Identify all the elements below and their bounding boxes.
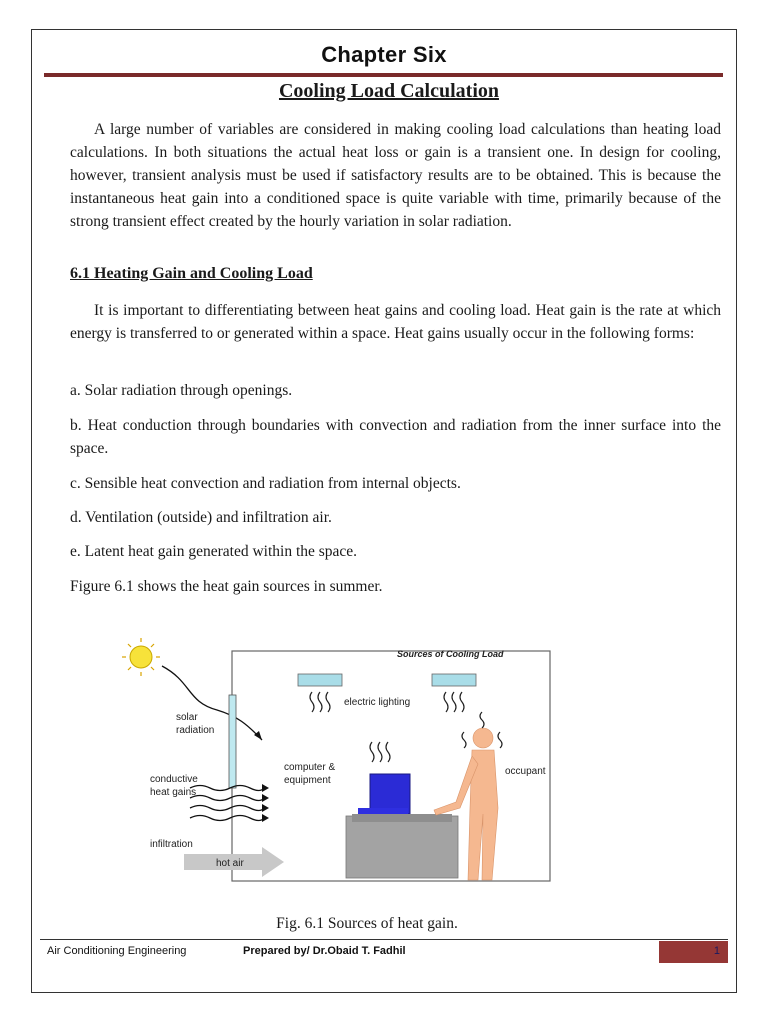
figure-reference: Figure 6.1 shows the heat gain sources in summer.	[70, 578, 383, 595]
list-item: e. Latent heat gain generated within the space.	[70, 543, 358, 560]
label-hot-air: hot air	[216, 858, 244, 869]
footer-course: Air Conditioning Engineering	[47, 945, 187, 957]
footer-rule	[40, 939, 728, 940]
section-paragraph: It is important to differentiating between heat gains and cooling load. Heat gain is the rate at which energy is transferred to or generated within a space. Heat gains usually occur in the following forms:	[70, 302, 721, 342]
list-item: a. Solar radiation through openings.	[70, 382, 293, 399]
label-occupant: occupant	[505, 766, 546, 777]
heat-waves-icon	[370, 742, 390, 762]
label-radiation: radiation	[176, 725, 215, 736]
list-item: d. Ventilation (outside) and infiltration air.	[70, 509, 332, 526]
list-item: c. Sensible heat convection and radiation from internal objects.	[70, 475, 461, 492]
label-equipment: equipment	[284, 775, 331, 786]
label-electric-lighting: electric lighting	[344, 697, 411, 708]
light-fixture	[432, 674, 476, 686]
intro-paragraph: A large number of variables are considered in making cooling load calculations than heating load calculations. In both situations the actual heat loss or gain is a transient one. In design for cooling, however, transient analysis must be used if satisfactory results are to be obtained. This is because the instantaneous heat gain into a conditioned space is quite variable with time, primarily because of the strong transient effect created by the hourly variation in solar radiation.	[70, 121, 721, 230]
label-conductive: conductive	[150, 774, 198, 785]
window	[229, 695, 236, 788]
page-number: 1	[713, 945, 720, 957]
cooling-load-figure	[122, 632, 556, 887]
section-heading: 6.1 Heating Gain and Cooling Load	[70, 265, 313, 282]
list-item: b. Heat conduction through boundaries with convection and radiation from the inner surface into the space.	[70, 417, 721, 457]
title-rule	[44, 73, 723, 77]
sun-icon	[122, 638, 160, 676]
figure-title: Sources of Cooling Load	[397, 649, 504, 659]
light-fixture	[298, 674, 342, 686]
label-solar: solar	[176, 712, 198, 723]
desk	[346, 816, 458, 878]
label-heat-gains: heat gains	[150, 787, 197, 798]
chapter-title: Chapter Six	[321, 42, 447, 67]
label-infiltration: infiltration	[150, 839, 193, 850]
conduction-arrows-icon	[190, 786, 264, 821]
figure-caption: Fig. 6.1 Sources of heat gain.	[276, 915, 458, 932]
label-computer: computer &	[284, 762, 336, 773]
page-title: Cooling Load Calculation	[278, 80, 500, 102]
footer-author: Prepared by/ Dr.Obaid T. Fadhil	[243, 945, 406, 957]
page-number-box	[659, 941, 728, 963]
